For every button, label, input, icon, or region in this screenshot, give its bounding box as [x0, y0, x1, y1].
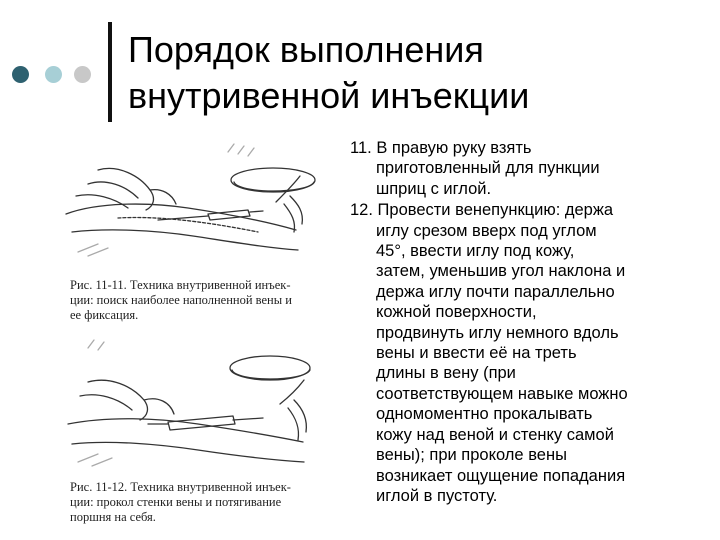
step-line: продвинуть иглу немного вдоль: [376, 323, 619, 342]
step-line: шприц с иглой.: [376, 179, 492, 198]
dot-dark-icon: [12, 66, 29, 83]
figure-vein-puncture: [58, 338, 326, 528]
illustration-hand-vein-fixation: [58, 132, 326, 272]
figure-caption: [70, 480, 328, 525]
step-line: соответствующем навыке можно: [376, 384, 628, 403]
step-line: приготовленный для пункции: [376, 159, 600, 178]
step-line: затем, уменьшив угол наклона и: [376, 262, 626, 281]
caption-line: ции: поиск наиболее наполненной вены и: [70, 293, 292, 307]
title-line: внутривенной инъекции: [128, 75, 530, 116]
dot-mid-icon: [45, 66, 62, 83]
caption-line: Рис. 11-12. Техника внутривенной инъек-: [70, 480, 291, 494]
figure-caption: [70, 278, 328, 323]
title-line: Порядок выполнения: [128, 29, 484, 70]
step-line: Провести венепункцию: держа: [377, 201, 614, 220]
step-item: [350, 138, 712, 199]
step-line: кожной поверхности,: [376, 303, 537, 322]
step-line: 45°, ввести иглу под кожу,: [376, 242, 575, 261]
step-line: вены и ввести её на треть: [376, 344, 577, 363]
procedure-steps: [350, 138, 712, 507]
step-line: кожу над веной и стенку самой: [376, 425, 614, 444]
step-line: длины в вену (при: [376, 364, 516, 383]
step-line: В правую руку взять: [376, 139, 532, 157]
step-line: вены); при проколе вены: [376, 446, 567, 465]
step-line: держа иглу почти параллельно: [376, 282, 615, 301]
step-number: 12.: [350, 201, 373, 220]
step-item: [350, 200, 712, 506]
slide-title: [128, 27, 708, 119]
figure-vein-search: [58, 132, 326, 322]
caption-line: ее фиксация.: [70, 308, 139, 322]
caption-line: Рис. 11-11. Техника внутривенной инъек-: [70, 278, 291, 292]
step-number: 11.: [350, 139, 372, 157]
title-divider: [108, 22, 112, 122]
step-line: одномоментно прокалывать: [376, 405, 593, 424]
caption-line: ции: прокол стенки вены и потягивание: [70, 495, 282, 509]
step-line: иглой в пустоту.: [376, 486, 498, 505]
step-line: иглу срезом вверх под углом: [376, 221, 597, 240]
caption-line: поршня на себя.: [70, 510, 156, 524]
dot-light-icon: [74, 66, 91, 83]
step-line: возникает ощущение попадания: [376, 466, 626, 485]
decorative-dots: [12, 66, 96, 84]
illustration-vein-puncture: [58, 338, 326, 476]
